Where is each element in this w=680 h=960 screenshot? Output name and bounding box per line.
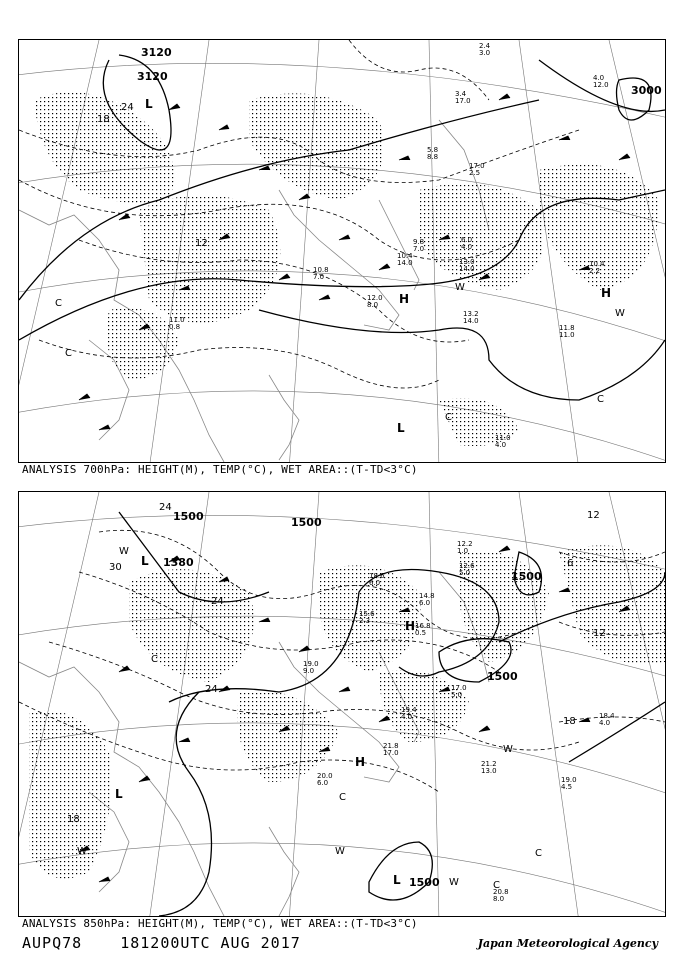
station-obs: 10.4 14.0 [397, 252, 413, 267]
map-700-canvas [19, 40, 665, 462]
warm-center: W [503, 744, 513, 755]
station-obs: 14.8 6.0 [419, 592, 435, 607]
cold-center: C [55, 298, 62, 309]
temp-label: 30 [109, 562, 122, 573]
warm-center: W [455, 282, 465, 293]
cold-center: C [493, 880, 500, 891]
footer [22, 934, 329, 952]
station-obs: 19.4 4.0 [401, 706, 417, 721]
low-center-south: L [393, 873, 401, 887]
analysis-850hpa-map [18, 491, 666, 917]
height-label: 3120 [137, 70, 168, 83]
station-obs: 18.6 6.0 [369, 572, 385, 587]
station-obs: 11.0 4.0 [495, 434, 511, 449]
station-obs: 12.0 8.0 [367, 294, 383, 309]
station-obs: 19.0 9.0 [303, 660, 319, 675]
temp-label: 24 [159, 502, 172, 513]
station-obs: 6.0 4.0 [461, 236, 473, 251]
warm-center-north: W [119, 546, 129, 557]
temp-label: 18 [67, 814, 80, 825]
height-label: 1380 [163, 556, 194, 569]
height-label: 1500 [291, 516, 322, 529]
height-label: 1500 [173, 510, 204, 523]
high-center-east: H [399, 292, 410, 306]
high-center-pacific: H [601, 286, 612, 300]
cold-center: C [339, 792, 346, 803]
station-obs: 9.8 7.0 [413, 238, 425, 253]
caption-700hpa: ANALYSIS 700hPa: HEIGHT(M), TEMP(°C), WET AREA::(T-TD<3°C) [22, 463, 418, 476]
station-obs: 21.2 13.0 [481, 760, 497, 775]
station-obs: 4.0 12.0 [593, 74, 609, 89]
station-obs: 17.0 2.5 [469, 162, 485, 177]
station-obs: 15.6 2.3 [359, 610, 375, 625]
temp-label: 24 [205, 684, 218, 695]
caption-850hpa: ANALYSIS 850hPa: HEIGHT(M), TEMP(°C), WET AREA::(T-TD<3°C) [22, 917, 418, 930]
low-center-north: L [141, 554, 149, 568]
station-obs: 21.8 17.0 [383, 742, 399, 757]
temp-label: 12 [587, 510, 600, 521]
temp-label: 18 [563, 716, 576, 727]
height-label: 3120 [141, 46, 172, 59]
height-label: 1500 [409, 876, 440, 889]
station-obs: 3.4 17.0 [455, 90, 471, 105]
agency-name: Japan Meteorological Agency [477, 937, 658, 950]
low-center: L [145, 97, 153, 111]
temp-label: 24 [121, 102, 134, 113]
analysis-700hpa-map [18, 39, 666, 463]
station-obs: 17.0 5.0 [451, 684, 467, 699]
station-obs: 11.0 0.8 [169, 316, 185, 331]
station-obs: 13.0 14.0 [459, 258, 475, 273]
warm-center: W [77, 846, 87, 857]
temp-label: 18 [97, 114, 110, 125]
low-center-south: L [397, 421, 405, 435]
station-obs: 20.0 6.0 [317, 772, 333, 787]
cold-center: C [65, 348, 72, 359]
map-850-canvas [19, 492, 665, 916]
height-label: 3000 [631, 84, 662, 97]
warm-center: W [615, 308, 625, 319]
low-center-west: L [115, 787, 123, 801]
station-obs: 5.8 8.8 [427, 146, 439, 161]
warm-center: W [335, 846, 345, 857]
cold-center: C [597, 394, 604, 405]
station-obs: 12.6 5.0 [459, 562, 475, 577]
station-obs: 19.0 4.5 [561, 776, 577, 791]
temp-label: 12 [195, 238, 208, 249]
wet-areas [29, 545, 665, 878]
cold-center: C [535, 848, 542, 859]
cold-center: C [445, 412, 452, 423]
temp-label: 24 [211, 596, 224, 607]
station-obs: 10.4 2.2 [589, 260, 605, 275]
station-obs: 16.8 0.5 [415, 622, 431, 637]
warm-center: W [449, 877, 459, 888]
station-obs: 13.2 14.0 [463, 310, 479, 325]
cold-center: C [151, 654, 158, 665]
temp-label: 12 [593, 628, 606, 639]
height-label: 1500 [511, 570, 542, 583]
station-obs: 18.4 4.0 [599, 712, 615, 727]
valid-time: 181200UTC AUG 2017 [120, 934, 301, 952]
station-obs: 11.8 11.0 [559, 324, 575, 339]
station-obs: 10.8 7.0 [313, 266, 329, 281]
high-center-china: H [355, 755, 366, 769]
station-obs: 12.2 1.0 [457, 540, 473, 555]
high-center-japan: H [405, 619, 416, 633]
station-obs: 2.4 3.0 [479, 42, 491, 57]
product-code: AUPQ78 [22, 934, 83, 952]
height-label: 1500 [487, 670, 518, 683]
station-obs: 20.8 8.0 [493, 888, 509, 903]
temp-label: 6 [567, 558, 574, 569]
